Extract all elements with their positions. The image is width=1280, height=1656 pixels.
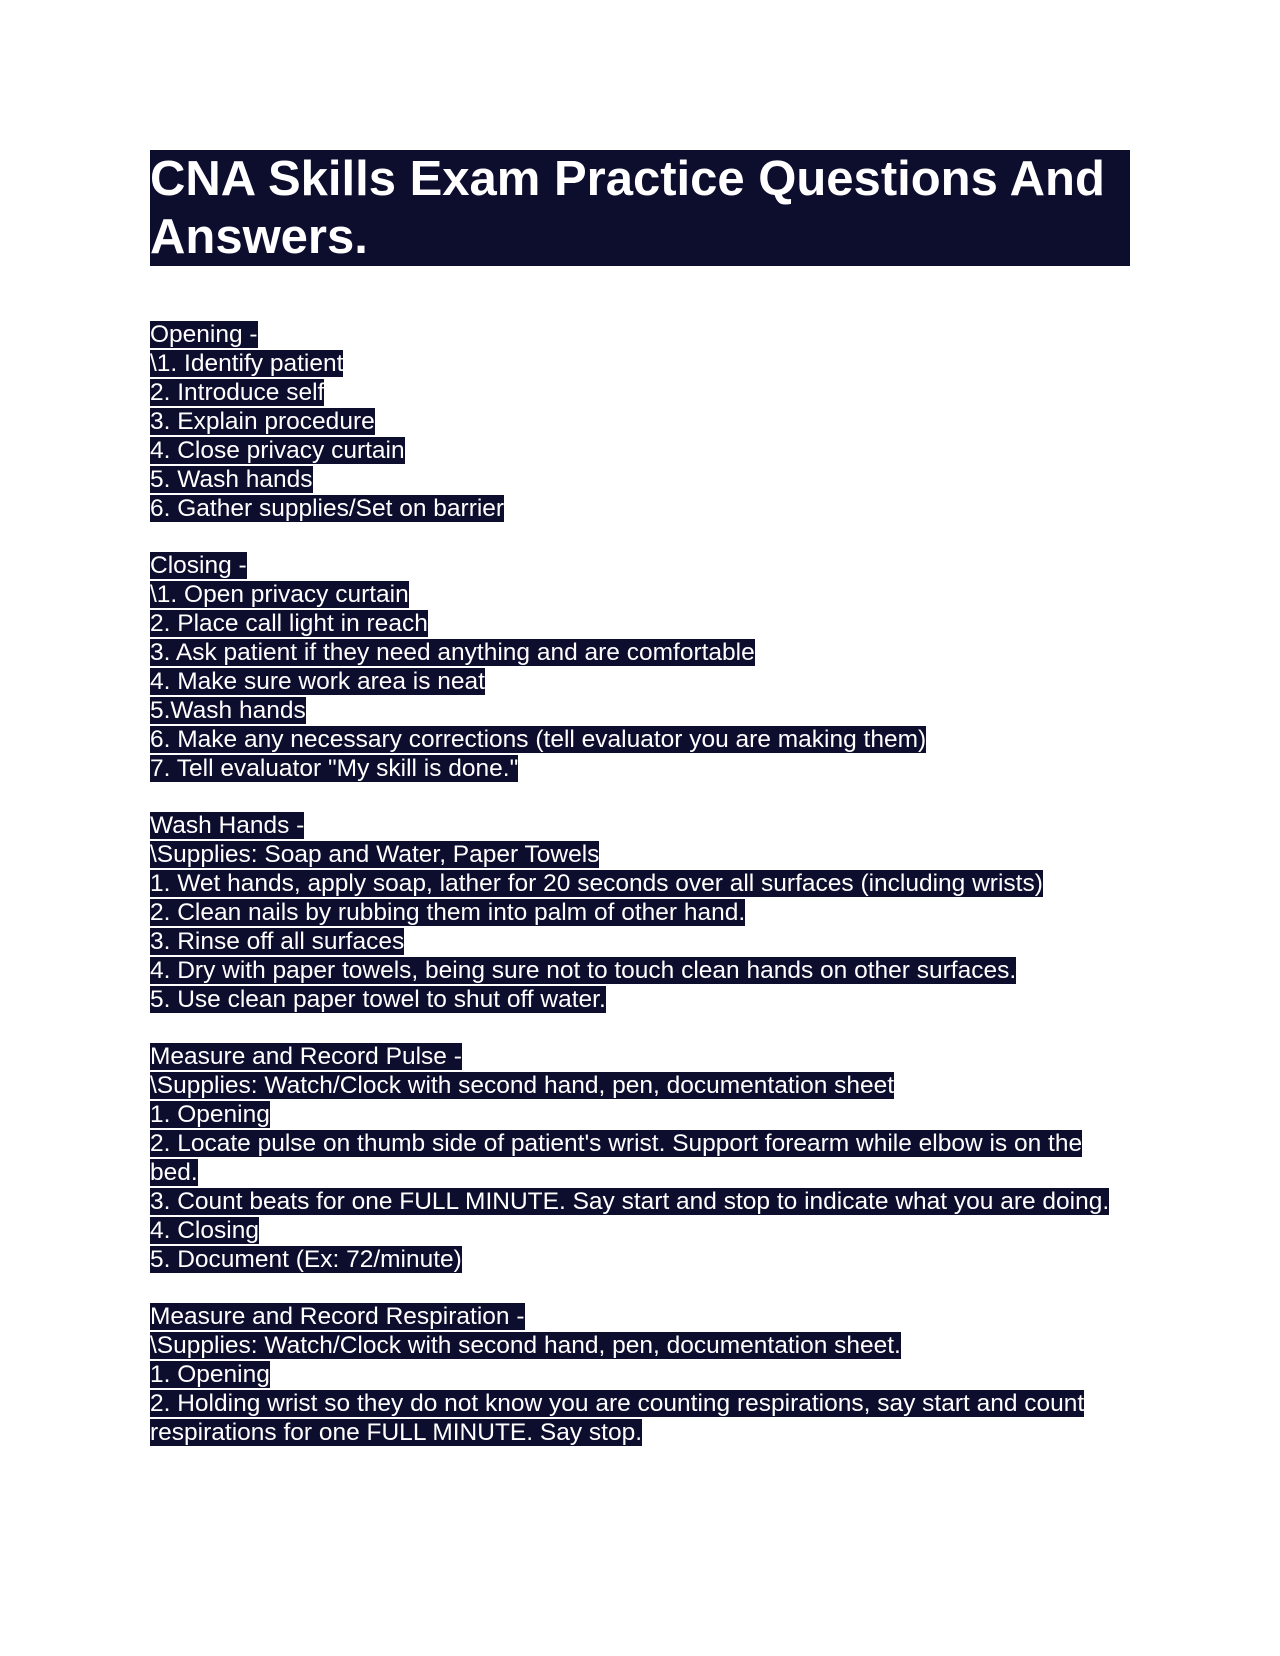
section-heading	[150, 1042, 1130, 1071]
list-item-text: 6. Gather supplies/Set on barrier	[150, 495, 505, 522]
section-heading-text: Opening -	[150, 321, 258, 348]
list-item-text: 7. Tell evaluator "My skill is done."	[150, 755, 519, 782]
list-item	[150, 407, 1130, 436]
list-item	[150, 609, 1130, 638]
document-content	[150, 320, 1130, 1447]
list-item	[150, 580, 1130, 609]
list-item-text: 1. Opening	[150, 1101, 270, 1128]
section-heading-text: Measure and Record Pulse -	[150, 1043, 462, 1070]
list-item-text: 3. Explain procedure	[150, 408, 375, 435]
list-item-text: \Supplies: Watch/Clock with second hand, pen, documentation sheet.	[150, 1332, 901, 1359]
section-heading	[150, 811, 1130, 840]
document-page	[150, 150, 1130, 1475]
list-item	[150, 696, 1130, 725]
list-item-text: \Supplies: Soap and Water, Paper Towels	[150, 841, 600, 868]
section-heading	[150, 1302, 1130, 1331]
section-closing	[150, 551, 1130, 783]
list-item-text: 4. Close privacy curtain	[150, 437, 405, 464]
list-item	[150, 840, 1130, 869]
list-item-text: 3. Count beats for one FULL MINUTE. Say start and stop to indicate what you are doing.	[150, 1188, 1110, 1215]
section-heading-text: Measure and Record Respiration -	[150, 1303, 525, 1330]
list-item	[150, 349, 1130, 378]
list-item	[150, 667, 1130, 696]
list-item-text: 6. Make any necessary corrections (tell evaluator you are making them)	[150, 726, 927, 753]
section-wash-hands	[150, 811, 1130, 1014]
list-item-text: 1. Wet hands, apply soap, lather for 20 seconds over all surfaces (including wrists)	[150, 870, 1043, 897]
list-item	[150, 1187, 1130, 1216]
list-item-text: 4. Make sure work area is neat	[150, 668, 485, 695]
list-item-text: \1. Open privacy curtain	[150, 581, 409, 608]
section-measure-respiration	[150, 1302, 1130, 1447]
list-item-text: 5. Wash hands	[150, 466, 313, 493]
list-item	[150, 1331, 1130, 1360]
list-item	[150, 494, 1130, 523]
section-measure-pulse	[150, 1042, 1130, 1274]
list-item-text: 2. Locate pulse on thumb side of patient's wrist. Support forearm while elbow is on the bed.	[150, 1130, 1083, 1186]
list-item	[150, 985, 1130, 1014]
list-item	[150, 754, 1130, 783]
list-item	[150, 638, 1130, 667]
list-item-text: \Supplies: Watch/Clock with second hand, pen, documentation sheet	[150, 1072, 895, 1099]
list-item-text: 5.Wash hands	[150, 697, 306, 724]
list-item-text: 3. Rinse off all surfaces	[150, 928, 405, 955]
section-heading	[150, 320, 1130, 349]
list-item	[150, 436, 1130, 465]
list-item	[150, 1100, 1130, 1129]
list-item	[150, 1216, 1130, 1245]
list-item	[150, 465, 1130, 494]
list-item-text: 3. Ask patient if they need anything and are comfortable	[150, 639, 755, 666]
list-item	[150, 1245, 1130, 1274]
list-item-text: 2. Place call light in reach	[150, 610, 428, 637]
document-title: CNA Skills Exam Practice Questions And Answers.	[150, 150, 1130, 266]
list-item	[150, 725, 1130, 754]
section-heading-text: Wash Hands -	[150, 812, 305, 839]
list-item	[150, 869, 1130, 898]
list-item	[150, 1071, 1130, 1100]
list-item	[150, 1129, 1130, 1187]
list-item	[150, 927, 1130, 956]
list-item-text: 5. Document (Ex: 72/minute)	[150, 1246, 462, 1273]
list-item-text: \1. Identify patient	[150, 350, 344, 377]
list-item-text: 5. Use clean paper towel to shut off water.	[150, 986, 606, 1013]
section-heading	[150, 551, 1130, 580]
list-item	[150, 898, 1130, 927]
list-item-text: 1. Opening	[150, 1361, 270, 1388]
section-heading-text: Closing -	[150, 552, 247, 579]
list-item-text: 4. Dry with paper towels, being sure not to touch clean hands on other surfaces.	[150, 957, 1017, 984]
list-item	[150, 1360, 1130, 1389]
list-item-text: 2. Introduce self	[150, 379, 325, 406]
list-item-text: 2. Clean nails by rubbing them into palm of other hand.	[150, 899, 746, 926]
list-item-text: 4. Closing	[150, 1217, 259, 1244]
list-item-text: 2. Holding wrist so they do not know you are counting respirations, say start and count respirations for one FULL MINUTE. Say stop.	[150, 1390, 1085, 1446]
section-opening	[150, 320, 1130, 523]
list-item	[150, 378, 1130, 407]
list-item	[150, 956, 1130, 985]
list-item	[150, 1389, 1130, 1447]
